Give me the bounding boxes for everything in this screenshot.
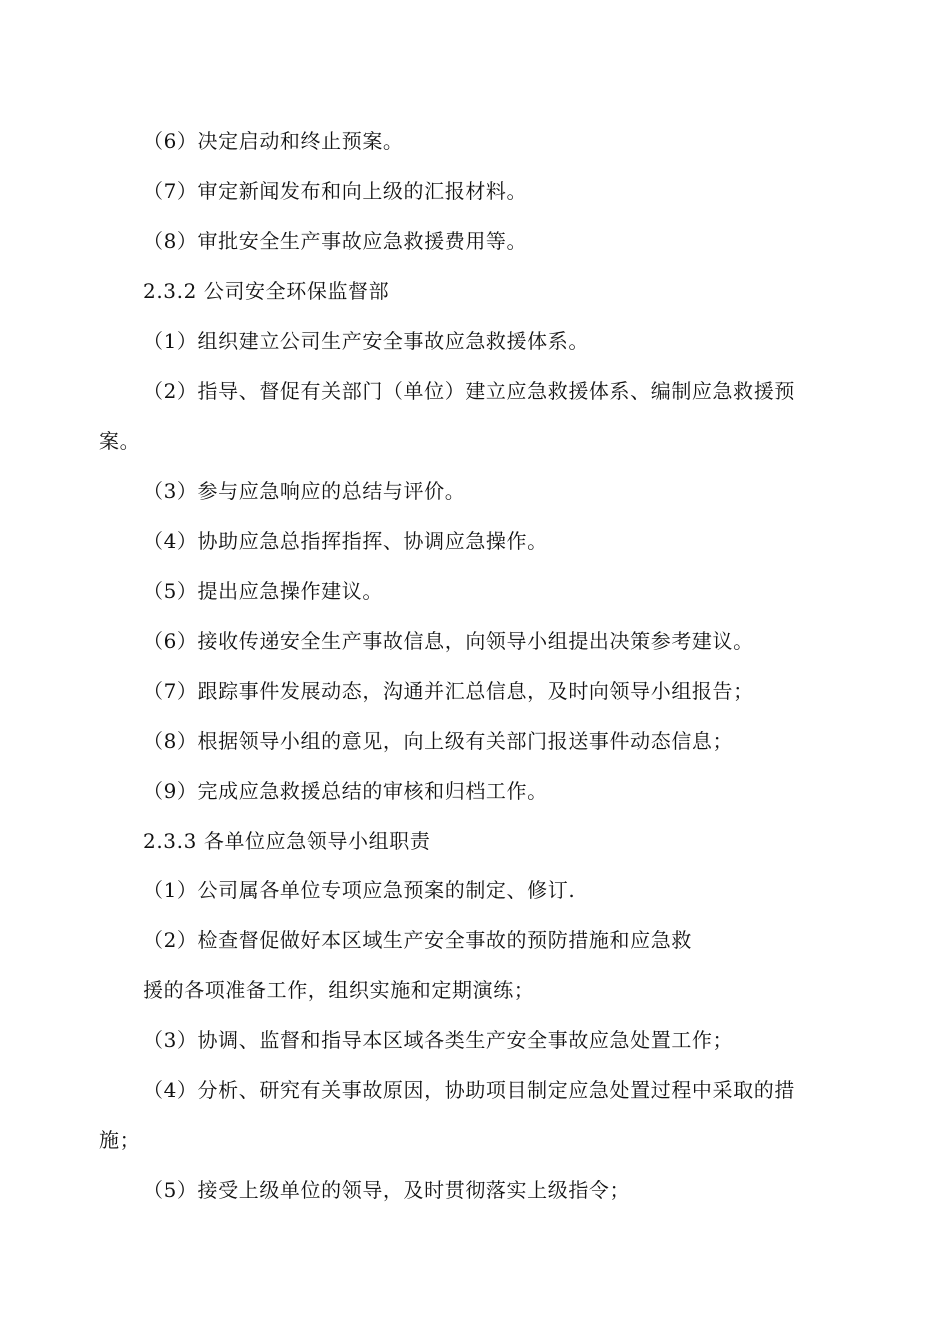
paragraph-line: （6）决定启动和终止预案。 <box>143 129 404 153</box>
paragraph-line: （4）协助应急总指挥指挥、协调应急操作。 <box>143 529 548 553</box>
paragraph-line: （3）协调、监督和指导本区域各类生产安全事故应急处置工作； <box>143 1028 734 1052</box>
paragraph-line: （8）审批安全生产事故应急救援费用等。 <box>143 229 528 253</box>
paragraph-line: （2）检查督促做好本区域生产安全事故的预防措施和应急救 <box>143 928 692 952</box>
paragraph-line: （5）提出应急操作建议。 <box>143 579 383 603</box>
paragraph-line: （9）完成应急救援总结的审核和归档工作。 <box>143 779 548 803</box>
paragraph-continuation: 案。 <box>99 429 141 453</box>
paragraph-line: （3）参与应急响应的总结与评价。 <box>143 479 466 503</box>
paragraph-line: （2）指导、督促有关部门（单位）建立应急救援体系、编制应急救援预 <box>143 379 795 403</box>
paragraph-line: （7）跟踪事件发展动态，沟通并汇总信息，及时向领导小组报告； <box>143 679 754 703</box>
paragraph-line: （5）接受上级单位的领导，及时贯彻落实上级指令； <box>143 1178 631 1202</box>
paragraph-line: （4）分析、研究有关事故原因，协助项目制定应急处置过程中采取的措 <box>143 1078 795 1102</box>
paragraph-line: （6）接收传递安全生产事故信息，向领导小组提出决策参考建议。 <box>143 629 754 653</box>
paragraph-line: （1）组织建立公司生产安全事故应急救援体系。 <box>143 329 589 353</box>
paragraph-line: （8）根据领导小组的意见，向上级有关部门报送事件动态信息； <box>143 729 734 753</box>
paragraph-line: （7）审定新闻发布和向上级的汇报材料。 <box>143 179 528 203</box>
paragraph-line: （1）公司属各单位专项应急预案的制定、修订. <box>143 878 576 902</box>
paragraph-continuation: 施； <box>99 1128 141 1152</box>
section-heading: 2.3.2 公司安全环保监督部 <box>143 279 390 303</box>
paragraph-continuation: 援的各项准备工作，组织实施和定期演练； <box>143 978 535 1002</box>
section-heading: 2.3.3 各单位应急领导小组职责 <box>143 829 431 853</box>
